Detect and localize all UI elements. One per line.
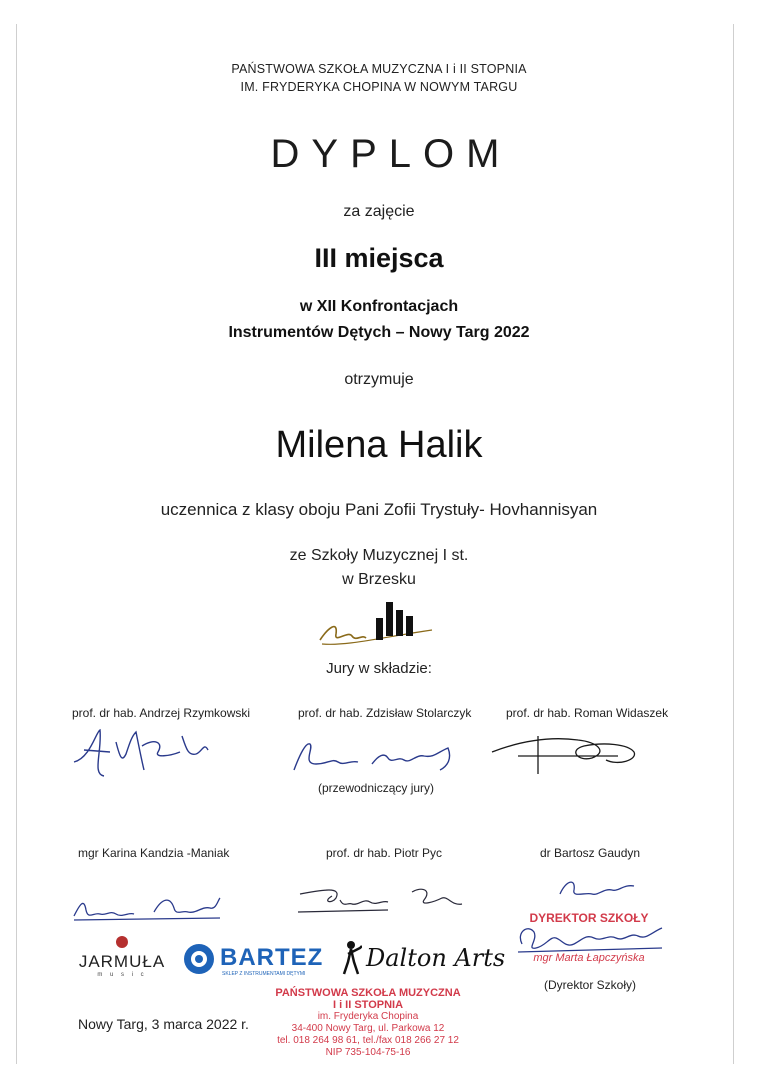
jarmula-name: JARMUŁA [78,952,166,971]
place-date: Nowy Targ, 3 marca 2022 r. [78,1016,249,1032]
jury-chair-role: (przewodniczący jury) [318,781,435,795]
director-signature-top [556,874,646,904]
dalton-logo [340,940,510,980]
bartez-logo [184,944,324,980]
bartez-sub: SKLEP Z INSTRUMENTAMI DĘTYMI [222,971,306,977]
event-line2: Instrumentów Dętych – Nowy Targ 2022 [228,324,530,341]
director-stamp-name: mgr Marta Łapczyńska [533,952,645,964]
school-stamp-line3: im. Fryderyka Chopina [317,1011,419,1022]
jury-member-name: dr Bartosz Gaudyn [540,846,641,860]
school-stamp-line2: I i II STOPNIA [332,999,404,1011]
school-stamp-line1: PAŃSTWOWA SZKOŁA MUZYCZNA [275,987,461,999]
event-line1: w XII Konfrontacjach [299,298,459,315]
jarmula-logo [76,936,168,978]
jarmula-mark-icon [116,936,128,948]
dalton-name: Dalton Arts [366,944,506,972]
jury-signature [292,882,472,922]
jury-heading: Jury w składzie: [326,660,432,677]
receives-text: otrzymuje [344,371,414,388]
school-stamp-line5: tel. 018 264 98 61, tel./fax 018 266 27 12 [277,1035,459,1046]
school-from-line1: ze Szkoły Muzycznej I st. [289,547,469,564]
director-stamp-name-wrap [524,952,654,964]
jury-signature [70,888,230,928]
director-caption: (Dyrektor Szkoły) [544,978,637,992]
for-taking-text: za zajęcie [343,203,415,220]
school-stamp [258,987,478,1059]
diploma-title: DYPLOM [270,132,512,176]
musician-icon [340,940,362,976]
school-from-line2: w Brzesku [342,571,416,588]
recipient-name: Milena Halik [275,424,483,466]
school-emblem [318,600,438,661]
jury-member-name: prof. dr hab. Andrzej Rzymkowski [72,706,251,720]
student-of-text: uczennica z klasy oboju Pani Zofii Trystuły- Hovhannisyan [160,500,598,519]
jury-member-name: prof. dr hab. Zdzisław Stolarczyk [298,706,472,720]
school-stamp-line4: 34-400 Nowy Targ, ul. Parkowa 12 [291,1023,445,1034]
jury-signature [70,722,220,782]
jury-signature [288,734,468,778]
jury-signature [488,722,648,782]
jury-member-name: prof. dr hab. Roman Widaszek [506,706,669,720]
bartez-mark-icon [184,944,214,974]
place-text: III miejsca [314,243,444,273]
jury-member-name: prof. dr hab. Piotr Pyc [326,846,443,860]
school-name-line2: IM. FRYDERYKA CHOPINA W NOWYM TARGU [240,80,518,94]
school-name-line1: PAŃSTWOWA SZKOŁA MUZYCZNA I i II STOPNIA [231,62,527,76]
bartez-name: BARTEZ [220,944,324,971]
director-stamp-title: DYREKTOR SZKOŁY [529,911,649,925]
jarmula-sub: m u s i c [97,972,147,978]
jury-member-name: mgr Karina Kandzia -Maniak [78,846,230,860]
school-stamp-line6: NIP 735-104-75-16 [325,1047,411,1058]
